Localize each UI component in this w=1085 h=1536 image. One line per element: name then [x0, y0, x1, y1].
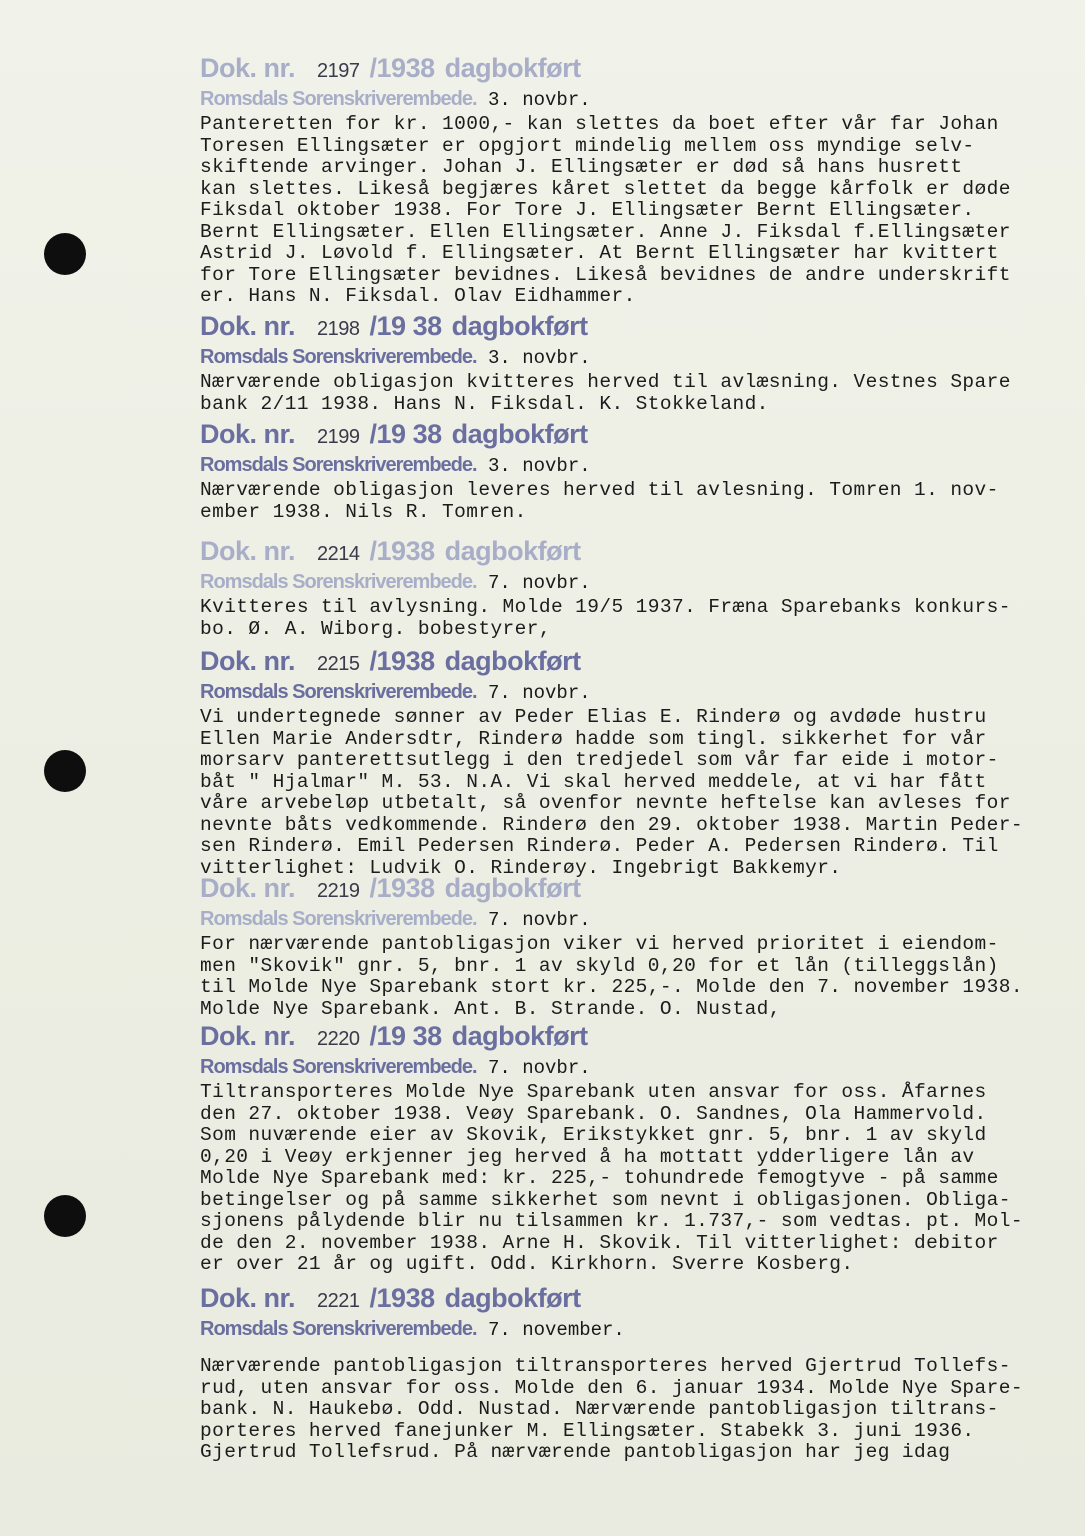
- office-stamp: [200, 567, 1070, 597]
- text-line: Ellen Marie Andersdtr, Rinderø hadde som tingl. sikkerhet for vår: [200, 727, 987, 750]
- dagbokfort-label: dagbokført: [451, 419, 588, 449]
- text-line: Nærværende pantobligasjon tiltransporteres herved Gjertrud Tollefs-: [200, 1355, 1011, 1377]
- text-line: Astrid J. Løvold f. Ellingsæter. At Bernt Ellingsæter har kvittert: [200, 242, 999, 264]
- dok-number: 2199: [317, 426, 360, 448]
- dagbokfort-label: dagbokført: [444, 1283, 581, 1313]
- dok-label: Dok. nr.: [200, 873, 296, 903]
- text-line: Gjertrud Tollefsrud. På nærværende pantobligasjon har jeg idag: [200, 1441, 951, 1463]
- dok-label: Dok. nr.: [200, 311, 296, 341]
- dok-year: /1938: [369, 873, 435, 903]
- dok-number: 2215: [317, 653, 360, 675]
- text-line: rud, uten ansvar for oss. Molde den 6. januar 1934. Molde Nye Spare-: [200, 1376, 1023, 1399]
- entry-text: [200, 1082, 1070, 1276]
- dok-stamp: [200, 418, 1070, 450]
- entry-date: 7. november.: [488, 1319, 625, 1341]
- text-line: For nærværende pantobligasjon viker vi herved prioritet i eiendom-: [200, 933, 999, 955]
- office-stamp: [200, 677, 1070, 707]
- entry-text: [200, 597, 1070, 640]
- dok-number: 2214: [317, 543, 360, 565]
- text-line: til Molde Nye Sparebank stort kr. 225,-. Molde den 7. november 1938.: [200, 976, 1023, 998]
- text-line: båt " Hjalmar" M. 53. N.A. Vi skal herved meddele, at vi har fått: [200, 770, 987, 793]
- dok-year: /1938: [369, 1283, 435, 1313]
- office-stamp: [200, 342, 1070, 372]
- text-line: Fiksdal oktober 1938. For Tore J. Ellingsæter Bernt Ellingsæter.: [200, 199, 975, 221]
- dok-stamp: [200, 645, 1070, 677]
- text-line: sen Rinderø. Emil Pedersen Rinderø. Peder A. Pedersen Rinderø. Til: [200, 835, 999, 857]
- dok-stamp: [200, 310, 1070, 342]
- dok-label: Dok. nr.: [200, 419, 296, 449]
- dok-year: /1938: [369, 536, 435, 566]
- office-name: Romsdals Sorenskriverembede.: [200, 88, 477, 110]
- text-line: 0,20 i Veøy erkjenner jeg herved å ha mottatt ydderligere lån av: [200, 1145, 975, 1168]
- entry-text: [200, 1356, 1070, 1464]
- dok-label: Dok. nr.: [200, 536, 296, 566]
- office-name: Romsdals Sorenskriverembede.: [200, 346, 477, 368]
- office-stamp: [200, 84, 1070, 114]
- text-line: nevnte båts vedkommende. Rinderø den 29. oktober 1938. Martin Peder-: [200, 813, 1023, 836]
- text-line: ember 1938. Nils R. Tomren.: [200, 500, 527, 523]
- journal-entry: [200, 535, 1070, 640]
- entry-date: 7. novbr.: [488, 682, 591, 704]
- journal-entry: [200, 872, 1070, 1020]
- text-line: Molde Nye Sparebank med: kr. 225,- tohundrede femogtyve - på samme: [200, 1167, 999, 1189]
- entry-date: 7. novbr.: [488, 1057, 591, 1079]
- text-line: bank 2/11 1938. Hans N. Fiksdal. K. Stokkeland.: [200, 392, 769, 415]
- dok-stamp: [200, 52, 1070, 84]
- journal-entry: [200, 52, 1070, 308]
- office-stamp: [200, 904, 1070, 934]
- entry-text: [200, 934, 1070, 1020]
- dok-label: Dok. nr.: [200, 1283, 296, 1313]
- dagbokfort-label: dagbokført: [444, 536, 581, 566]
- text-line: men "Skovik" gnr. 5, bnr. 1 av skyld 0,20 for et lån (tilleggslån): [200, 954, 999, 977]
- text-line: kan slettes. Likeså begjæres kåret slettet da begge kårfolk er døde: [200, 177, 1011, 200]
- office-name: Romsdals Sorenskriverembede.: [200, 1318, 477, 1340]
- entry-text: [200, 480, 1070, 523]
- office-name: Romsdals Sorenskriverembede.: [200, 454, 477, 476]
- dok-label: Dok. nr.: [200, 646, 296, 676]
- text-line: Nærværende obligasjon leveres herved til avlesning. Tomren 1. nov-: [200, 479, 999, 501]
- text-line: Vi undertegnede sønner av Peder Elias E. Rinderø og avdøde hustru: [200, 706, 987, 728]
- entry-date: 7. novbr.: [488, 572, 591, 594]
- office-name: Romsdals Sorenskriverembede.: [200, 571, 477, 593]
- dok-year: /1938: [369, 53, 435, 83]
- dok-year: /1938: [369, 646, 435, 676]
- entry-date: 7. novbr.: [488, 909, 591, 931]
- office-name: Romsdals Sorenskriverembede.: [200, 1056, 477, 1078]
- office-name: Romsdals Sorenskriverembede.: [200, 681, 477, 703]
- dok-number: 2197: [317, 60, 360, 82]
- dok-year: /19 38: [369, 311, 442, 341]
- text-line: de den 2. november 1938. Arne H. Skovik. Til vitterlighet: debitor: [200, 1231, 999, 1254]
- text-line: Molde Nye Sparebank. Ant. B. Strande. O. Nustad,: [200, 997, 781, 1020]
- text-line: er over 21 år og ugift. Odd. Kirkhorn. Sverre Kosberg.: [200, 1253, 854, 1275]
- entry-date: 3. novbr.: [488, 455, 591, 477]
- text-line: Bernt Ellingsæter. Ellen Ellingsæter. Anne J. Fiksdal f.Ellingsæter: [200, 220, 1011, 243]
- dagbokfort-label: dagbokført: [444, 873, 581, 903]
- journal-entry: [200, 418, 1070, 523]
- text-line: Som nuværende eier av Skovik, Erikstykket gnr. 5, bnr. 1 av skyld: [200, 1124, 987, 1146]
- dagbokfort-label: dagbokført: [451, 1021, 588, 1051]
- office-stamp: [200, 450, 1070, 480]
- office-stamp: [200, 1314, 1070, 1344]
- text-line: våre arvebeløp utbetalt, så ovenfor nevnte heftelse kan avleses for: [200, 792, 1011, 814]
- text-line: Nærværende obligasjon kvitteres herved til avlæsning. Vestnes Spare: [200, 371, 1011, 393]
- punch-hole: [44, 233, 86, 275]
- office-stamp: [200, 1052, 1070, 1082]
- dok-label: Dok. nr.: [200, 1021, 296, 1051]
- entry-date: 3. novbr.: [488, 89, 591, 111]
- text-line: porteres herved fanejunker M. Ellingsæter. Stabekk 3. juni 1936.: [200, 1419, 975, 1442]
- text-line: for Tore Ellingsæter bevidnes. Likeså bevidnes de andre underskrift: [200, 263, 1011, 286]
- text-line: Kvitteres til avlysning. Molde 19/5 1937. Fræna Sparebanks konkurs-: [200, 596, 1011, 618]
- punch-hole: [44, 750, 86, 792]
- dok-year: /19 38: [369, 1021, 442, 1051]
- entry-date: 3. novbr.: [488, 347, 591, 369]
- office-name: Romsdals Sorenskriverembede.: [200, 908, 477, 930]
- text-line: bank. N. Haukebø. Odd. Nustad. Nærværende pantobligasjon tiltrans-: [200, 1398, 999, 1420]
- punch-hole: [44, 1195, 86, 1237]
- dok-number: 2221: [317, 1290, 360, 1312]
- text-line: er. Hans N. Fiksdal. Olav Eidhammer.: [200, 285, 636, 307]
- journal-entry: [200, 1020, 1070, 1276]
- text-line: skiftende arvinger. Johan J. Ellingsæter er død så hans husrett: [200, 156, 963, 178]
- dagbokfort-label: dagbokført: [451, 311, 588, 341]
- text-line: den 27. oktober 1938. Veøy Sparebank. O. Sandnes, Ola Hammervold.: [200, 1102, 987, 1125]
- dok-label: Dok. nr.: [200, 53, 296, 83]
- dok-stamp: [200, 1282, 1070, 1314]
- journal-entry: [200, 645, 1070, 879]
- dok-stamp: [200, 1020, 1070, 1052]
- entry-text: [200, 114, 1070, 308]
- text-line: Toresen Ellingsæter er opgjort mindelig mellem oss myndige selv-: [200, 134, 975, 157]
- dok-year: /19 38: [369, 419, 442, 449]
- text-line: morsarv panterettsutlegg i den tredjedel som vår far eide i motor-: [200, 749, 999, 771]
- dok-number: 2219: [317, 880, 360, 902]
- dok-number: 2220: [317, 1028, 360, 1050]
- text-line: Panteretten for kr. 1000,- kan slettes da boet efter vår far Johan: [200, 113, 999, 135]
- text-line: vitterlighet: Ludvik O. Rinderøy. Ingebrigt Bakkemyr.: [200, 856, 842, 879]
- text-line: bo. Ø. A. Wiborg. bobestyrer,: [200, 617, 551, 640]
- text-line: sjonens pålydende blir nu tilsammen kr. 1.737,- som vedtas. pt. Mol-: [200, 1210, 1023, 1232]
- dok-stamp: [200, 535, 1070, 567]
- text-line: betingelser og på samme sikkerhet som nevnt i obligasjonen. Obliga-: [200, 1188, 1011, 1211]
- text-line: Tiltransporteres Molde Nye Sparebank uten ansvar for oss. Åfarnes: [200, 1081, 987, 1103]
- dagbokfort-label: dagbokført: [444, 646, 581, 676]
- journal-entry: [200, 310, 1070, 415]
- dagbokfort-label: dagbokført: [444, 53, 581, 83]
- entry-text: [200, 372, 1070, 415]
- dok-stamp: [200, 872, 1070, 904]
- journal-entry: [200, 1282, 1070, 1464]
- entry-text: [200, 707, 1070, 879]
- dok-number: 2198: [317, 318, 360, 340]
